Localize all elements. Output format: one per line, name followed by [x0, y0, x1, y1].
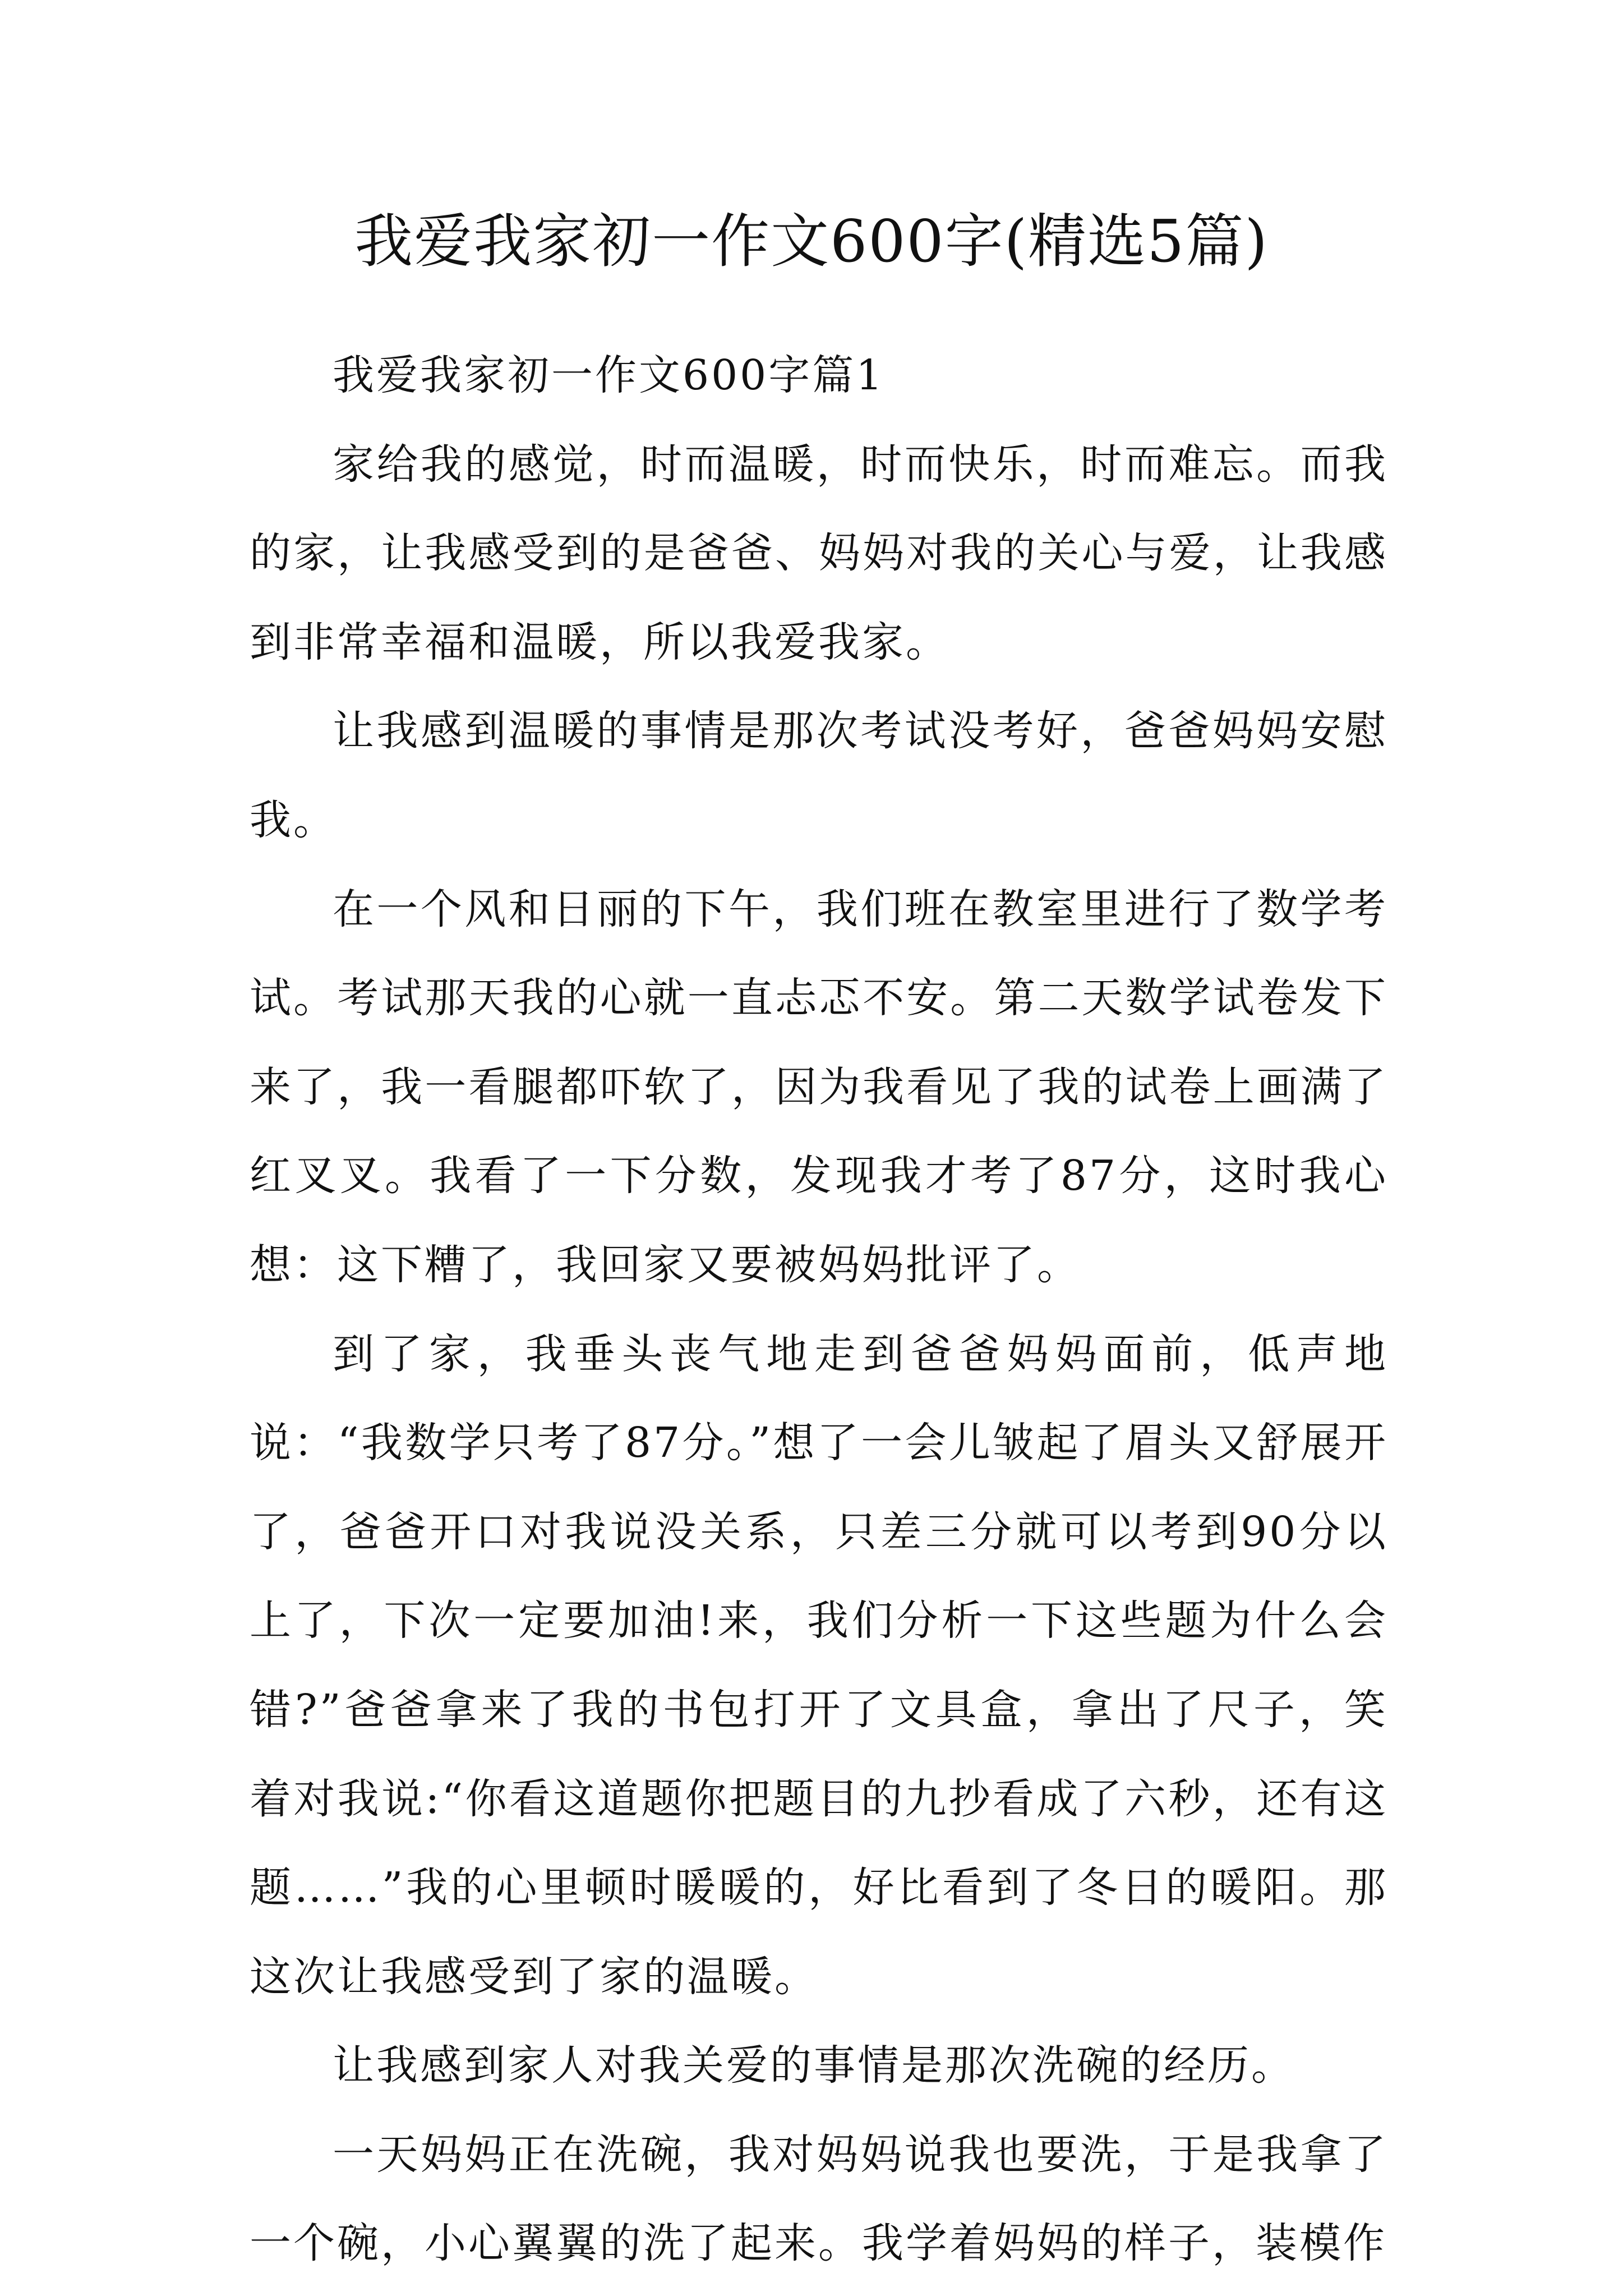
- paragraph: 让我感到家人对我关爱的事情是那次洗碗的经历。: [333, 2041, 1295, 2090]
- paragraph: 一天妈妈正在洗碗，我对妈妈说我也要洗，于是我拿了一个碗，小心翼翼的洗了起来。我学着妈妈的样子，装模作: [250, 2130, 1388, 2268]
- paragraph: 家给我的感觉，时而温暖，时而快乐，时而难忘。而我的家，让我感受到的是爸爸、妈妈对我的关心与爱，让我感到非常幸福和温暖，所以我爱我家。: [250, 440, 1388, 666]
- paragraph: 让我感到温暖的事情是那次考试没考好，爸爸妈妈安慰我。: [250, 707, 1388, 844]
- essay-heading: 我爱我家初一作文600字篇1: [333, 351, 885, 399]
- document-body: [250, 331, 1388, 2288]
- paragraph: 在一个风和日丽的下午，我们班在教室里进行了数学考试。考试那天我的心就一直忐忑不安。第二天数学试卷发下来了，我一看腿都吓软了，因为我看见了我的试卷上画满了红叉叉。我看了一下分数，发现我才考了87分，这时我心想：这下糟了，我回家又要被妈妈批评了。: [250, 885, 1388, 1289]
- paragraph: 到了家，我垂头丧气地走到爸爸妈妈面前，低声地说：“我数学只考了87分。”想了一会儿皱起了眉头又舒展开了，爸爸开口对我说没关系，只差三分就可以考到90分以上了，下次一定要加油!来，我们分析一下这些题为什么会错?”爸爸拿来了我的书包打开了文具盒，拿出了尺子，笑着对我说:“你看这道题你把题目的九抄看成了六秒，还有这题……”我的心里顿时暖暖的，好比看到了冬日的暖阳。那这次让我感受到了家的温暖。: [250, 1329, 1388, 2001]
- document-title: 我爱我家初一作文600字(精选5篇): [354, 207, 1269, 275]
